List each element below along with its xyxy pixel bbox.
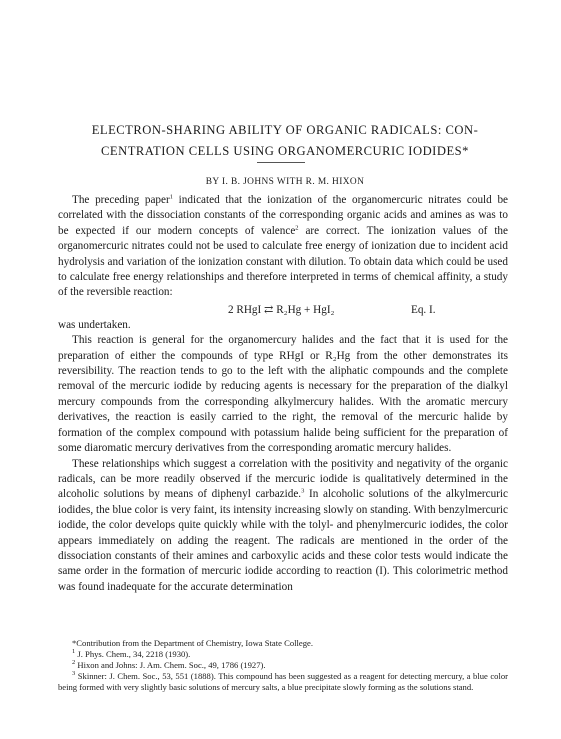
footnote-1 [58,649,508,660]
footnote-ref-2: 2 [295,224,299,232]
footnote-3 [58,671,508,693]
author-byline: BY I. B. JOHNS WITH R. M. HIXON [205,177,365,187]
paragraph-1-end: was undertaken. [58,318,131,331]
article-body [58,193,508,595]
reaction-equation [58,302,508,318]
paragraph-1 [58,193,508,301]
footnote-contribution: *Contribution from the Department of Chemistry, Iowa State College. [72,638,313,648]
footnote-2-text: Hixon and Johns: J. Am. Chem. Soc., 49, 1786 (1927). [75,660,266,670]
title-divider [257,162,305,163]
footnotes [58,638,508,693]
footnote-2 [58,660,508,671]
footnote-1-number: 1 [72,648,76,656]
footnote-1-text: J. Phys. Chem., 34, 2218 (1930). [75,649,191,659]
paragraph-1-text-a: The preceding paper [72,194,170,206]
paragraph-3-text-a: These relationships which suggest a correlation with the positivity and negativity of the organic radicals, can be more readily observed if the mercuric iodide is qualitatively determined in the alcoholic solutions by means of diphenyl carbazide. [58,457,508,501]
paragraph-3 [58,457,508,596]
equation-label: Eq. I. [411,303,436,316]
article-title [60,120,510,162]
footnote-ref-1: 1 [169,193,173,201]
footnote-3-number: 3 [72,670,76,678]
footnote-2-number: 2 [72,659,76,667]
paragraph-3-text-b: In alcoholic solutions of the alkylmercuric iodides, the blue color is very faint, its intensity increasing slowly on standing. With benzylmercuric iodide, the color develops quite quickly while with the tolyl- and phenylmercuric iodides, the color appears immediately on adding the reagent. The radicals are mentioned in the order of the dissociation constants of their amines and carboxylic acids and these color tests would indicate the same order in the formation of mercuric iodide according to reaction (I). This colorimetric method was found inadequate for the accurate determination [58,488,509,593]
paragraph-1-text-b: indicated that the ionization of the organomercuric nitrates could be correlated with the dissociation constants of the corresponding organic acids and amines as was to be expected if our modern concepts of valence [58,194,509,237]
footnote-ref-3: 3 [301,487,305,495]
footnote-3-text: Skinner: J. Chem. Soc., 53, 551 (1888). This compound has been suggested as a reagent for detecting mercury, a blue color being formed with very slightly basic solutions of mercury salts, a blue precipitate slowly forming as the solutions stand. [58,671,508,692]
paragraph-2: This reaction is general for the organomercury halides and the fact that it is used for the preparation of either the compounds of type RHgI or R₂Hg from the other demonstrates its reversibility. The reaction tends to go to the left with the aliphatic compounds and the complete removal of the mercuric iodide by reducing agents is necessary for the preparation of the dialkyl mercury compounds from the corresponding alkylmercury halides. With the aromatic mercury derivatives, the reaction is easily carried to the right, the removal of the mercuric halide by formation of the complex compound with potassium halide being sufficient for the preparation of some diaromatic mercury derivatives from the corresponding aromatic mercury halides. [58,334,508,455]
title-line-1: ELECTRON-SHARING ABILITY OF ORGANIC RADICALS: CON- [91,123,479,137]
title-line-2: CENTRATION CELLS USING ORGANOMERCURIC IODIDES* [101,144,469,158]
equation-expression: 2 RHgI ⇄ R₂Hg + HgI₂ [228,303,335,316]
paragraph-1-text-c: are correct. The ionization values of the organomercuric nitrates could not be used to calculate free energy of ionization due to incident acid hydrolysis and variation of the ionization constant with dilution. To obtain data which could be used to calculate free energy relationships and therefore interpreted in terms of chemical affinity, a study of the reversible reaction: [58,224,508,299]
